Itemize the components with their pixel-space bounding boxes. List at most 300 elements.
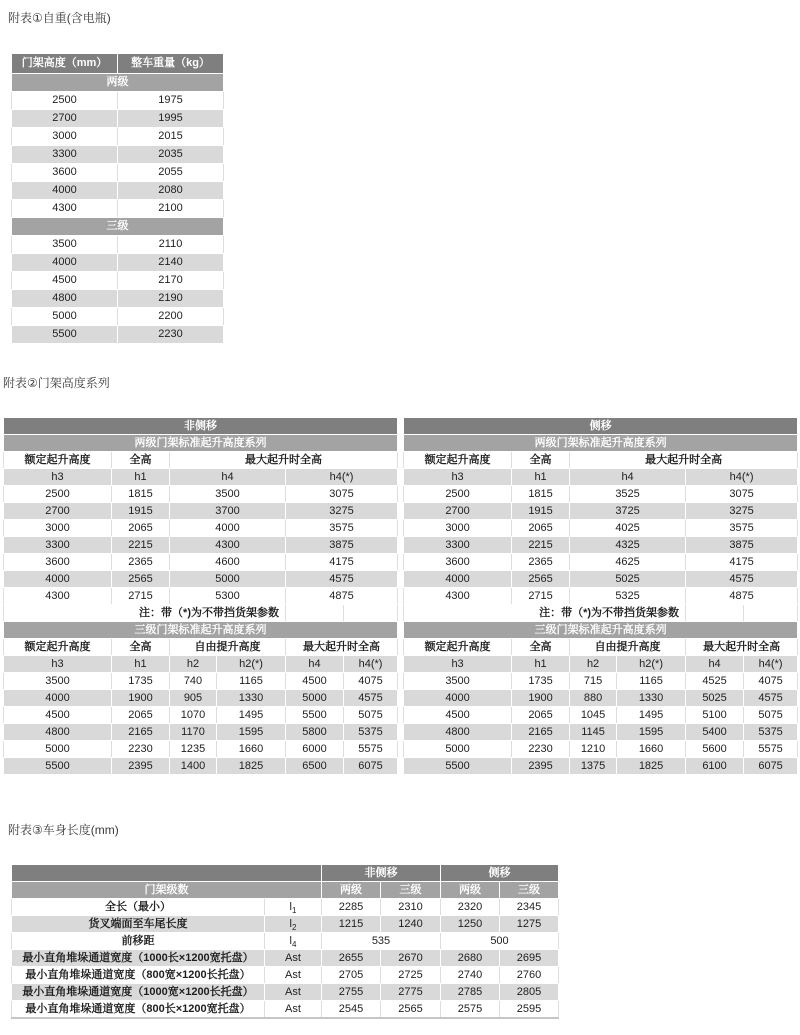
note-text: 注：带（*)为不带挡货架参数 — [4, 605, 286, 622]
cell: 4875 — [686, 588, 798, 605]
cell: 2170 — [118, 272, 224, 290]
symbol-subscript: 1 — [292, 906, 297, 916]
table-row — [4, 503, 398, 520]
cell: 1735 — [512, 673, 570, 690]
cell: 6500 — [286, 758, 344, 775]
column-header: 最大起升时全高 — [686, 639, 798, 656]
column-header: h1 — [512, 469, 570, 486]
cell: 2705 — [322, 967, 381, 984]
table-row — [12, 933, 559, 950]
cell: 1915 — [512, 503, 570, 520]
section-header: 两级门架标准起升高度系列 — [4, 435, 398, 452]
cell: 4000 — [170, 520, 286, 537]
cell: 2785 — [441, 984, 500, 1001]
table-row — [4, 690, 398, 707]
header-row — [12, 865, 559, 882]
table-row — [4, 741, 398, 758]
cell: 2165 — [512, 724, 570, 741]
row-label: 前移距 — [12, 933, 265, 950]
cell: 1045 — [570, 707, 617, 724]
cell: 5025 — [686, 690, 744, 707]
column-header: 全高 — [512, 639, 570, 656]
table-row — [404, 537, 798, 554]
cell: 535 — [322, 933, 441, 950]
cell: 1165 — [617, 673, 686, 690]
cell: 2190 — [118, 290, 224, 308]
cell: 3525 — [570, 486, 686, 503]
symbol-subscript: 4 — [292, 940, 297, 950]
cell: 5500 — [4, 758, 112, 775]
cell — [686, 605, 744, 622]
subheader-row — [404, 469, 798, 486]
table-row — [404, 724, 798, 741]
cell: 1995 — [118, 110, 224, 128]
column-header: 门架高度（mm） — [12, 54, 118, 74]
cell: 5400 — [686, 724, 744, 741]
cell: 2500 — [404, 486, 512, 503]
cell: 1660 — [617, 741, 686, 758]
section-header-row — [404, 435, 798, 452]
header-row — [4, 418, 398, 435]
column-header: 门架级数 — [12, 882, 322, 899]
cell: 1975 — [118, 92, 224, 110]
symbol-cell — [265, 1001, 322, 1019]
row-label: 货叉端面至车尾长度 — [12, 916, 265, 933]
cell: 2230 — [118, 326, 224, 344]
cell: 5800 — [286, 724, 344, 741]
column-header: 额定起升高度 — [4, 452, 112, 469]
cell: 4800 — [404, 724, 512, 741]
table-row — [4, 571, 398, 588]
cell: 4575 — [344, 690, 398, 707]
cell: 1595 — [617, 724, 686, 741]
cell: 2565 — [512, 571, 570, 588]
note-row — [404, 605, 798, 622]
cell: 5075 — [344, 707, 398, 724]
cell: 2680 — [441, 950, 500, 967]
cell: 1235 — [170, 741, 217, 758]
symbol-subscript: 2 — [292, 923, 297, 933]
cell: 3300 — [404, 537, 512, 554]
column-header: h4 — [286, 656, 344, 673]
table-row — [404, 758, 798, 775]
cell: 2595 — [500, 1001, 559, 1019]
symbol-base: l — [289, 935, 292, 947]
cell: 4000 — [404, 690, 512, 707]
symbol-cell — [265, 933, 322, 950]
mast-height-tables — [3, 417, 798, 775]
cell: 2165 — [112, 724, 170, 741]
column-header: h4 — [170, 469, 286, 486]
cell: 3575 — [286, 520, 398, 537]
cell: 3600 — [4, 554, 112, 571]
cell: 2500 — [12, 92, 118, 110]
column-header: h2(*) — [617, 656, 686, 673]
cell: 2670 — [381, 950, 441, 967]
column-header: 两级 — [322, 882, 381, 899]
cell: 2565 — [112, 571, 170, 588]
cell: 2775 — [381, 984, 441, 1001]
section-header-row — [404, 622, 798, 639]
cell: 2080 — [118, 182, 224, 200]
header-row — [12, 54, 224, 74]
cell: 3500 — [12, 236, 118, 254]
cell: 2655 — [322, 950, 381, 967]
cell: 1250 — [441, 916, 500, 933]
cell: 2230 — [112, 741, 170, 758]
table2-title: 附表②门架高度系列 — [3, 376, 110, 390]
cell: 4075 — [344, 673, 398, 690]
cell: 4075 — [744, 673, 798, 690]
cell: 4175 — [286, 554, 398, 571]
symbol-cell — [265, 899, 322, 916]
cell: 2545 — [322, 1001, 381, 1019]
table-row — [12, 146, 224, 164]
cell: 2805 — [500, 984, 559, 1001]
cell: 1375 — [570, 758, 617, 775]
cell: 3600 — [404, 554, 512, 571]
self-weight-table — [11, 53, 224, 344]
body-length-table — [11, 864, 559, 1019]
cell: 1825 — [217, 758, 286, 775]
column-header: 最大起升时全高 — [570, 452, 798, 469]
cell: 2700 — [404, 503, 512, 520]
cell: 5375 — [344, 724, 398, 741]
subheader-row — [4, 656, 398, 673]
cell: 1900 — [112, 690, 170, 707]
table-row — [404, 690, 798, 707]
cell: 3275 — [286, 503, 398, 520]
column-header: 整车重量（kg） — [118, 54, 224, 74]
group-header-row — [4, 639, 398, 656]
table-row — [12, 899, 559, 916]
group-header-row — [4, 452, 398, 469]
column-header: h4(*) — [744, 656, 798, 673]
cell — [286, 605, 344, 622]
cell: 5025 — [570, 571, 686, 588]
column-header: 三级 — [381, 882, 441, 899]
cell: 4000 — [4, 690, 112, 707]
column-header: h4 — [686, 656, 744, 673]
cell: 2215 — [512, 537, 570, 554]
cell: 6075 — [744, 758, 798, 775]
cell: 4325 — [570, 537, 686, 554]
cell: 4025 — [570, 520, 686, 537]
cell: 2695 — [500, 950, 559, 967]
cell: 2565 — [381, 1001, 441, 1019]
cell: 3600 — [12, 164, 118, 182]
cell: 1240 — [381, 916, 441, 933]
note-row — [4, 605, 398, 622]
column-header: h2 — [570, 656, 617, 673]
row-label: 最小直角堆垛通道宽度（1000长×1200宽托盘） — [12, 950, 265, 967]
column-header: 全高 — [512, 452, 570, 469]
cell: 500 — [441, 933, 559, 950]
table-row — [404, 571, 798, 588]
note-text: 注：带（*)为不带挡货架参数 — [404, 605, 686, 622]
cell: 5075 — [744, 707, 798, 724]
symbol-base: Ast — [285, 952, 301, 964]
cell: 4525 — [686, 673, 744, 690]
cell: 3875 — [686, 537, 798, 554]
cell: 3075 — [286, 486, 398, 503]
symbol-base: Ast — [285, 986, 301, 998]
cell: 4000 — [4, 571, 112, 588]
cell: 2700 — [4, 503, 112, 520]
corner-cell — [12, 865, 322, 882]
column-header: 最大起升时全高 — [170, 452, 398, 469]
table-row — [4, 486, 398, 503]
cell: 2065 — [112, 520, 170, 537]
column-header: h3 — [404, 469, 512, 486]
cell: 2365 — [112, 554, 170, 571]
cell: 2760 — [500, 967, 559, 984]
table-row — [404, 503, 798, 520]
table-row — [404, 741, 798, 758]
header-row — [12, 882, 559, 899]
section-header-row — [4, 622, 398, 639]
cell: 2345 — [500, 899, 559, 916]
cell: 4300 — [170, 537, 286, 554]
cell: 3725 — [570, 503, 686, 520]
cell: 4300 — [404, 588, 512, 605]
column-header: h3 — [4, 469, 112, 486]
cell: 4300 — [4, 588, 112, 605]
cell: 3000 — [404, 520, 512, 537]
symbol-base: Ast — [285, 969, 301, 981]
section-header-row — [12, 218, 224, 236]
cell: 1815 — [112, 486, 170, 503]
column-header: h1 — [112, 656, 170, 673]
cell: 2065 — [112, 707, 170, 724]
table-row — [404, 554, 798, 571]
cell: 2740 — [441, 967, 500, 984]
cell: 3000 — [4, 520, 112, 537]
table-row — [12, 236, 224, 254]
table-row — [12, 164, 224, 182]
cell: 5000 — [4, 741, 112, 758]
cell: 2285 — [322, 899, 381, 916]
cell: 5300 — [170, 588, 286, 605]
cell: 1330 — [217, 690, 286, 707]
cell: 3000 — [12, 128, 118, 146]
cell: 4000 — [404, 571, 512, 588]
column-header: h3 — [4, 656, 112, 673]
cell: 1915 — [112, 503, 170, 520]
cell: 1145 — [570, 724, 617, 741]
table-row — [12, 1001, 559, 1019]
cell: 3075 — [686, 486, 798, 503]
symbol-base: l — [289, 901, 292, 913]
table-row — [12, 110, 224, 128]
cell: 2700 — [12, 110, 118, 128]
table-row — [4, 707, 398, 724]
column-header: 额定起升高度 — [404, 639, 512, 656]
column-header: h4(*) — [344, 656, 398, 673]
table-row — [4, 537, 398, 554]
cell: 4000 — [12, 254, 118, 272]
subheader-row — [4, 469, 398, 486]
cell: 5575 — [744, 741, 798, 758]
cell: 4300 — [12, 200, 118, 218]
cell: 905 — [170, 690, 217, 707]
row-label: 最小直角堆垛通道宽度（1000宽×1200长托盘） — [12, 984, 265, 1001]
table1-title: 附表①自重(含电瓶) — [8, 11, 111, 25]
cell: 2715 — [112, 588, 170, 605]
cell: 4575 — [286, 571, 398, 588]
table-row — [4, 554, 398, 571]
cell: 2310 — [381, 899, 441, 916]
table-row — [12, 290, 224, 308]
cell: 2395 — [112, 758, 170, 775]
cell: 2140 — [118, 254, 224, 272]
row-label: 最小直角堆垛通道宽度（800长×1200宽托盘） — [12, 1001, 265, 1019]
cell: 4575 — [744, 690, 798, 707]
cell: 5100 — [686, 707, 744, 724]
cell: 2110 — [118, 236, 224, 254]
column-header: 最大起升时全高 — [286, 639, 398, 656]
column-header: 自由提升高度 — [570, 639, 686, 656]
cell: 2035 — [118, 146, 224, 164]
cell: 3700 — [170, 503, 286, 520]
cell: 2500 — [4, 486, 112, 503]
section-header: 两级 — [12, 74, 224, 92]
cell: 3575 — [686, 520, 798, 537]
table-row — [404, 588, 798, 605]
cell: 6075 — [344, 758, 398, 775]
cell: 2365 — [512, 554, 570, 571]
cell: 1660 — [217, 741, 286, 758]
mast-height-table-non-sideshift — [3, 417, 398, 775]
cell: 4875 — [286, 588, 398, 605]
table3-title: 附表③车身长度(mm) — [8, 823, 119, 837]
cell: 2215 — [112, 537, 170, 554]
subheader-row — [404, 656, 798, 673]
table-row — [4, 758, 398, 775]
table-row — [12, 984, 559, 1001]
cell: 1215 — [322, 916, 381, 933]
cell: 2575 — [441, 1001, 500, 1019]
cell: 5000 — [286, 690, 344, 707]
cell: 3875 — [286, 537, 398, 554]
column-header: 额定起升高度 — [4, 639, 112, 656]
cell: 2755 — [322, 984, 381, 1001]
cell: 4000 — [12, 182, 118, 200]
column-header: 全高 — [112, 639, 170, 656]
cell: 5575 — [344, 741, 398, 758]
symbol-cell — [265, 984, 322, 1001]
cell: 5600 — [686, 741, 744, 758]
cell — [344, 605, 398, 622]
table-row — [12, 916, 559, 933]
cell: 880 — [570, 690, 617, 707]
table-row — [12, 308, 224, 326]
cell: 4500 — [404, 707, 512, 724]
cell: 1275 — [500, 916, 559, 933]
cell: 1070 — [170, 707, 217, 724]
cell: 1825 — [617, 758, 686, 775]
column-header: h4 — [570, 469, 686, 486]
table-row — [12, 128, 224, 146]
section-header: 非侧移 — [4, 418, 398, 435]
table-row — [4, 724, 398, 741]
column-header: h1 — [512, 656, 570, 673]
table-row — [4, 588, 398, 605]
cell: 4800 — [4, 724, 112, 741]
column-header: 侧移 — [441, 865, 559, 882]
row-label: 全长（最小） — [12, 899, 265, 916]
section-header-row — [4, 435, 398, 452]
cell: 1595 — [217, 724, 286, 741]
cell: 2715 — [512, 588, 570, 605]
cell: 2065 — [512, 520, 570, 537]
table-row — [404, 707, 798, 724]
cell: 1495 — [217, 707, 286, 724]
cell: 5500 — [404, 758, 512, 775]
group-header-row — [404, 639, 798, 656]
cell — [744, 605, 798, 622]
cell: 5500 — [12, 326, 118, 344]
cell: 4625 — [570, 554, 686, 571]
cell: 2230 — [512, 741, 570, 758]
cell: 3500 — [4, 673, 112, 690]
cell: 4575 — [686, 571, 798, 588]
cell: 1170 — [170, 724, 217, 741]
cell: 4600 — [170, 554, 286, 571]
cell: 2015 — [118, 128, 224, 146]
cell: 6100 — [686, 758, 744, 775]
cell: 2320 — [441, 899, 500, 916]
table-row — [404, 673, 798, 690]
symbol-base: Ast — [285, 1003, 301, 1015]
cell: 4500 — [286, 673, 344, 690]
table-row — [12, 950, 559, 967]
symbol-cell — [265, 967, 322, 984]
table-row — [12, 254, 224, 272]
column-header: h4(*) — [686, 469, 798, 486]
cell: 5000 — [404, 741, 512, 758]
section-header: 两级门架标准起升高度系列 — [404, 435, 798, 452]
column-header: 全高 — [112, 452, 170, 469]
section-header: 三级门架标准起升高度系列 — [4, 622, 398, 639]
column-header: h3 — [404, 656, 512, 673]
cell: 3300 — [4, 537, 112, 554]
mast-height-table-sideshift — [403, 417, 798, 775]
cell: 1495 — [617, 707, 686, 724]
symbol-cell — [265, 916, 322, 933]
table-row — [12, 967, 559, 984]
cell: 3300 — [12, 146, 118, 164]
cell: 5375 — [744, 724, 798, 741]
header-row — [404, 418, 798, 435]
table-row — [404, 520, 798, 537]
cell: 2065 — [512, 707, 570, 724]
column-header: h2 — [170, 656, 217, 673]
cell: 1735 — [112, 673, 170, 690]
cell: 740 — [170, 673, 217, 690]
cell: 4175 — [686, 554, 798, 571]
table-row — [12, 272, 224, 290]
row-label: 最小直角堆垛通道宽度（800宽×1200长托盘） — [12, 967, 265, 984]
cell: 1165 — [217, 673, 286, 690]
section-header: 三级 — [12, 218, 224, 236]
table-row — [12, 92, 224, 110]
symbol-cell — [265, 950, 322, 967]
table-row — [12, 200, 224, 218]
column-header: 三级 — [500, 882, 559, 899]
cell: 2100 — [118, 200, 224, 218]
table-row — [404, 486, 798, 503]
